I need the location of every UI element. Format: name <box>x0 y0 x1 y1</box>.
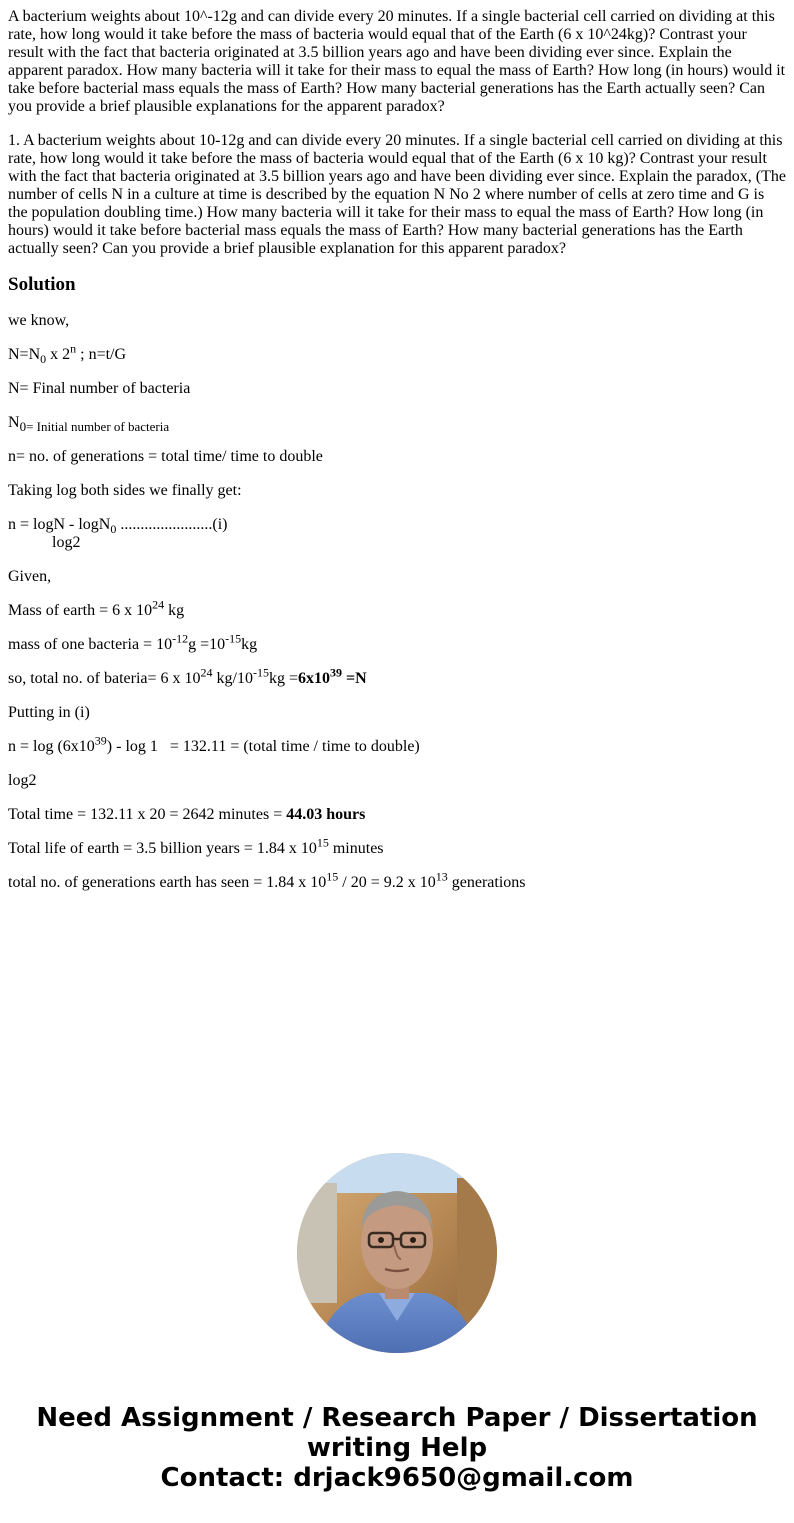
footer-banner <box>0 1403 794 1493</box>
author-photo <box>297 1153 497 1353</box>
final-number-definition: N= Final number of bacteria <box>8 380 191 397</box>
document-body <box>8 8 786 908</box>
we-know-text: we know, <box>8 312 70 329</box>
earth-generations: total no. of generations earth has seen = 1.84 x $10^{15} / 20 = 9.2$ x $10^{13}$ generations <box>8 869 526 891</box>
author-portrait-image <box>297 1153 497 1353</box>
putting-in-text: Putting in (i) <box>8 704 90 721</box>
footer-contact-text: Contact: drjack9650@gmail.com <box>160 1463 634 1493</box>
log2-denominator: log2 <box>8 772 37 789</box>
question-full: 1. A bacterium weights about 10-12g and can divide every 20 minutes. If a single bacterial cell carried on dividing at this rate, how long would it take before the mass of bacteria would equal that of the Earth (6 x 10 kg)? Contrast your result with the fact that bacteria originated at 3.5 billion years ago and have been dividing ever since. Explain the paradox, (The number of cells N in a culture at time is described by the equation N No 2 where number of cells at zero time and G is the population doubling time.) How many bacteria will it take for their mass to equal the mass of Earth? How long (in hours) would it take before bacterial mass equals the mass of Earth? How many bacterial generations has the Earth actually seen? Can you provide a brief plausible explanation for this apparent paradox? <box>8 132 786 257</box>
footer-help-text: Need Assignment / Research Paper / Dissertation writing Help <box>36 1403 758 1463</box>
mass-of-earth: Mass of earth = 6 x $10^{24}$ kg <box>8 597 185 619</box>
total-bacteria: so, total no. of bateria= 6 x $10^{24}$ $kg/10^{-15}kg =6x10^{39} =N$ <box>8 665 367 687</box>
total-time: Total time = 132.11 x 20 = 2642 minutes = 44.03 hours <box>8 806 366 823</box>
equation-i: n = logN - logN$_0$ .......................(i) log2 <box>8 516 228 551</box>
generations-definition: n= no. of generations = total time/ time to double <box>8 448 323 465</box>
given-text: Given, <box>8 568 52 585</box>
growth-formula: $N=N_0$ x 2$^n$ ; n=t/G <box>8 341 127 367</box>
n-calculation: $n = \log (6x10^{39}) - \log 1 = 132.11$ = (total time / time to double) <box>8 733 420 755</box>
mass-of-bacteria: mass of one bacteria = $10^{-12}g =10^{-15}kg$ <box>8 631 258 653</box>
solution-heading: Solution <box>8 274 76 295</box>
taking-log-text: Taking log both sides we finally get: <box>8 482 242 499</box>
question-summary: A bacterium weights about 10^-12g and can divide every 20 minutes. If a single bacterial cell carried on dividing at this rate, how long would it take before the mass of bacteria would equal that of the Earth (6 x 10^24kg)? Contrast your result with the fact that bacteria originated at 3.5 billion years ago and have been dividing ever since. Explain the apparent paradox. How many bacteria will it take for their mass to equal the mass of Earth? How long (in hours) would it take before bacterial mass equals the mass of Earth? How many bacterial generations has the Earth actually seen? Can you provide a brief plausible explanations for the apparent paradox? <box>8 8 786 115</box>
earth-life: Total life of earth = 3.5 billion years = 1.84 x $10^{15}$ minutes <box>8 835 384 857</box>
initial-number-definition: $N_{0= Initial number of bacteria}$ <box>8 414 170 435</box>
